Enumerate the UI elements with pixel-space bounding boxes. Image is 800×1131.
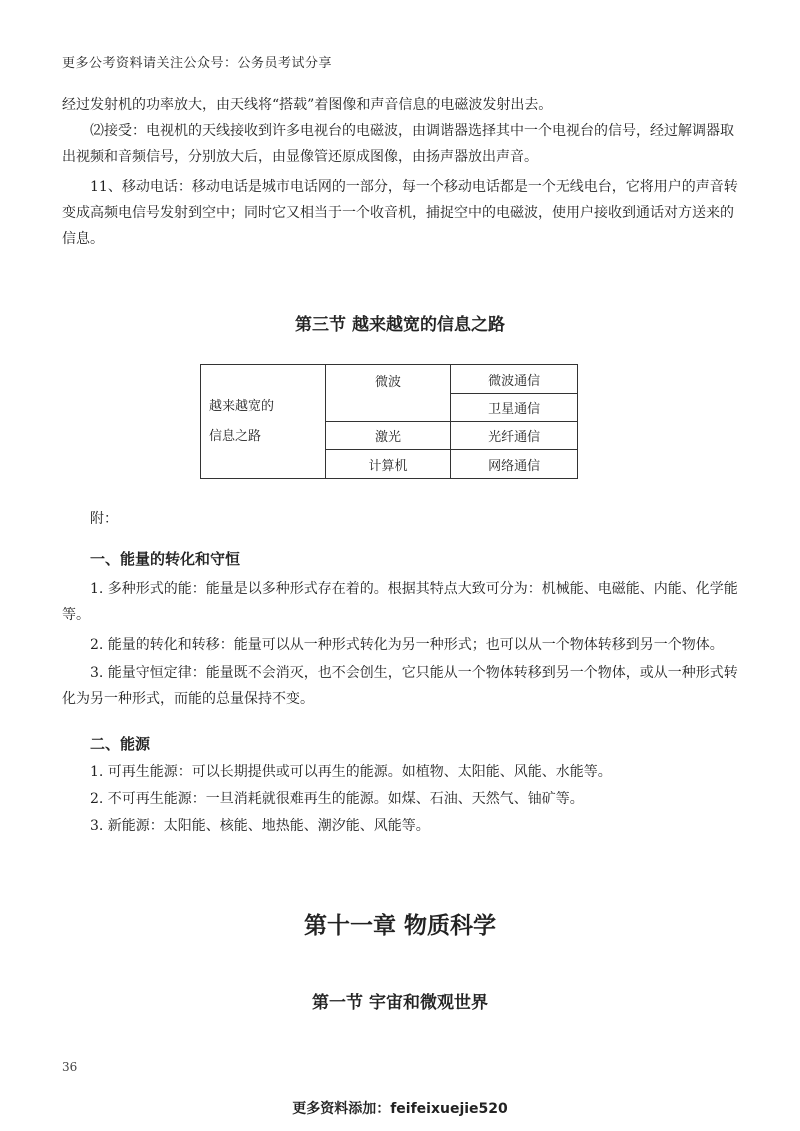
chapter-section-title: 第一节 宇宙和微观世界 <box>312 993 488 1013</box>
section-title: 第三节 越来越宽的信息之路 <box>295 315 505 335</box>
paragraph-receive: ⑵接受：电视机的天线接收到许多电视台的电磁波，由调谐器选择其中一个电视台的信号，经过解调器取出视频和音频信号，分别放大后，由显像管还原成图像，由扬声器放出声音。 <box>62 123 734 165</box>
energy-item-1: 1. 多种形式的能：能量是以多种形式存在着的。根据其特点大致可分为：机械能、电磁能、内能、化学能等。 <box>62 581 738 623</box>
paragraph-transmit: 经过发射机的功率放大，由天线将“搭载”着图像和声音信息的电磁波发射出去。 <box>62 97 553 113</box>
footer-note: 更多资料添加：feifeixuejie520 <box>292 1101 508 1117</box>
table-cell-microwave-comm: 微波通信 <box>451 365 578 394</box>
energy-heading: 一、能量的转化和守恒 <box>90 550 241 568</box>
table-cell-microwave: 微波 <box>325 365 451 422</box>
table-cell-network-comm: 网络通信 <box>451 450 578 479</box>
row-header-cell <box>201 365 326 479</box>
table-cell-computer: 计算机 <box>325 450 451 479</box>
sources-item-2: 2. 不可再生能源：一旦消耗就很难再生的能源。如煤、石油、天然气、铀矿等。 <box>90 791 584 807</box>
sources-item-3: 3. 新能源：太阳能、核能、地热能、潮汐能、风能等。 <box>90 818 430 834</box>
row-header-line1: 越来越宽的 <box>209 398 275 414</box>
table-cell-laser: 激光 <box>325 422 451 450</box>
sources-item-1: 1. 可再生能源：可以长期提供或可以再生的能源。如植物、太阳能、风能、水能等。 <box>90 764 612 780</box>
info-road-table <box>200 364 578 479</box>
row-header-line2: 信息之路 <box>209 428 262 444</box>
table-cell-fiber-comm: 光纤通信 <box>451 422 578 450</box>
header-note: 更多公考资料请关注公众号：公务员考试分享 <box>62 56 333 71</box>
page-number: 36 <box>62 1060 78 1074</box>
chapter-title: 第十一章 物质科学 <box>303 913 496 939</box>
sources-heading: 二、能源 <box>90 735 151 753</box>
energy-item-3: 3. 能量守恒定律：能量既不会消灭，也不会创生，它只能从一个物体转移到另一个物体，或从一种形式转化为另一种形式，而能的总量保持不变。 <box>62 665 738 707</box>
appendix-label: 附： <box>90 511 118 527</box>
energy-item-2: 2. 能量的转化和转移：能量可以从一种形式转化为另一种形式；也可以从一个物体转移到另一个物体。 <box>90 637 724 653</box>
table-cell-satellite-comm: 卫星通信 <box>451 394 578 422</box>
paragraph-mobile-phone: 11、移动电话：移动电话是城市电话网的一部分，每一个移动电话都是一个无线电台，它将用户的声音转变成高频电信号发射到空中；同时它又相当于一个收音机，捕捉空中的电磁波，使用户接收到通话对方送来的信息。 <box>62 179 738 247</box>
